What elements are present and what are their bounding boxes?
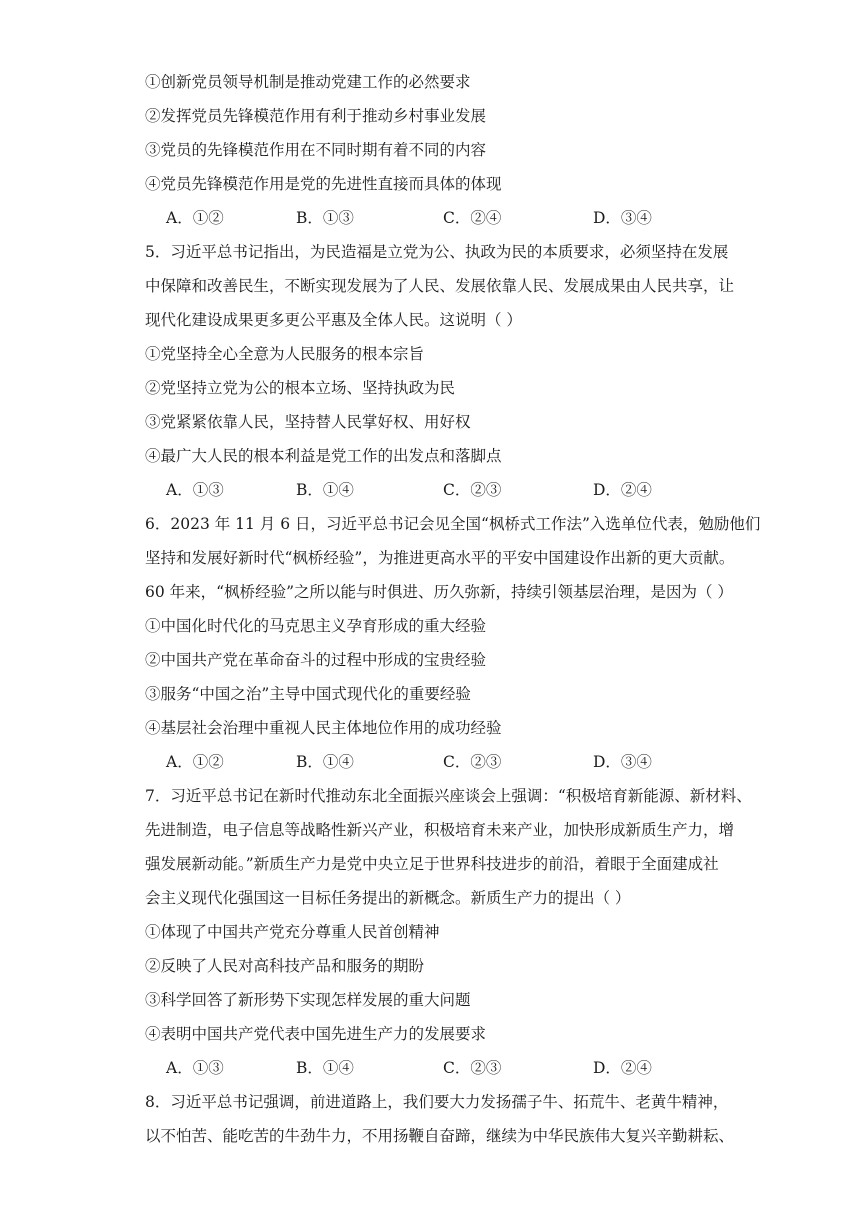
option-statement-4: ④党员先锋模范作用是党的先进性直接而具体的体现 [145, 175, 502, 193]
choice-d: D．②④ [593, 481, 652, 499]
choice-c: C．②③ [443, 1059, 502, 1077]
option-statement-3: ③党紧紧依靠人民，坚持替人民掌好权、用好权 [145, 413, 471, 431]
question-5-text: 现代化建设成果更多更公平惠及全体人民。这说明（ ） [145, 311, 522, 329]
option-statement-4: ④最广大人民的根本利益是党工作的出发点和落脚点 [145, 447, 502, 465]
question-6-text: 60 年来，“枫桥经验”之所以能与时俱进、历久弥新，持续引领基层治理，是因为（ ） [145, 583, 733, 601]
choice-a: A．①③ [166, 1059, 224, 1077]
choice-c: C．②③ [443, 481, 502, 499]
choice-b: B．①④ [296, 481, 354, 499]
choice-c: C．②④ [443, 209, 502, 227]
choice-a: A．①③ [166, 481, 224, 499]
option-statement-2: ②中国共产党在革命奋斗的过程中形成的宝贵经验 [145, 651, 487, 669]
option-statement-4: ④表明中国共产党代表中国先进生产力的发展要求 [145, 1025, 487, 1043]
option-statement-2: ②发挥党员先锋模范作用有利于推动乡村事业发展 [145, 107, 487, 125]
question-6-text: 坚持和发展好新时代“枫桥经验”，为推进更高水平的平安中国建设作出新的更大贡献。 [145, 549, 735, 567]
question-7-text: 强发展新动能。”新质生产力是党中央立足于世界科技进步的前沿，着眼于全面建成社 [145, 855, 719, 873]
option-statement-3: ③科学回答了新形势下实现怎样发展的重大问题 [145, 991, 471, 1009]
choice-d: D．③④ [593, 753, 652, 771]
choice-a: A．①② [166, 209, 224, 227]
question-7-text: 7．习近平总书记在新时代推动东北全面振兴座谈会上强调：“积极培育新能源、新材料、 [145, 787, 752, 805]
option-statement-1: ①中国化时代化的马克思主义孕育形成的重大经验 [145, 617, 487, 635]
option-statement-1: ①党坚持全心全意为人民服务的根本宗旨 [145, 345, 425, 363]
choice-b: B．①③ [296, 209, 354, 227]
option-statement-1: ①创新党员领导机制是推动党建工作的必然要求 [145, 73, 471, 91]
question-6-text: 6．2023 年 11 月 6 日，习近平总书记会见全国“枫桥式工作法”入选单位代表，勉励他们 [145, 515, 761, 533]
question-7-text: 先进制造，电子信息等战略性新兴产业，积极培育未来产业，加快形成新质生产力，增 [145, 821, 735, 839]
question-7-text: 会主义现代化强国这一目标任务提出的新概念。新质生产力的提出（ ） [145, 889, 631, 907]
choice-d: D．③④ [593, 209, 652, 227]
question-5-text: 中保障和改善民生，不断实现发展为了人民、发展依靠人民、发展成果由人民共享，让 [145, 277, 735, 295]
choice-a: A．①② [166, 753, 224, 771]
option-statement-2: ②反映了人民对高科技产品和服务的期盼 [145, 957, 425, 975]
choice-c: C．②③ [443, 753, 502, 771]
question-8-text: 8．习近平总书记强调，前进道路上，我们要大力发扬孺子牛、拓荒牛、老黄牛精神， [145, 1093, 729, 1111]
option-statement-1: ①体现了中国共产党充分尊重人民首创精神 [145, 923, 440, 941]
question-8-text: 以不怕苦、能吃苦的牛劲牛力，不用扬鞭自奋蹄，继续为中华民族伟大复兴辛勤耕耘、 [145, 1127, 735, 1145]
question-5-text: 5．习近平总书记指出，为民造福是立党为公、执政为民的本质要求，必须坚持在发展 [145, 243, 729, 261]
option-statement-3: ③服务“中国之治”主导中国式现代化的重要经验 [145, 685, 471, 703]
option-statement-2: ②党坚持立党为公的根本立场、坚持执政为民 [145, 379, 456, 397]
choice-b: B．①④ [296, 1059, 354, 1077]
option-statement-4: ④基层社会治理中重视人民主体地位作用的成功经验 [145, 719, 502, 737]
option-statement-3: ③党员的先锋模范作用在不同时期有着不同的内容 [145, 141, 487, 159]
choice-b: B．①④ [296, 753, 354, 771]
choice-d: D．②④ [593, 1059, 652, 1077]
